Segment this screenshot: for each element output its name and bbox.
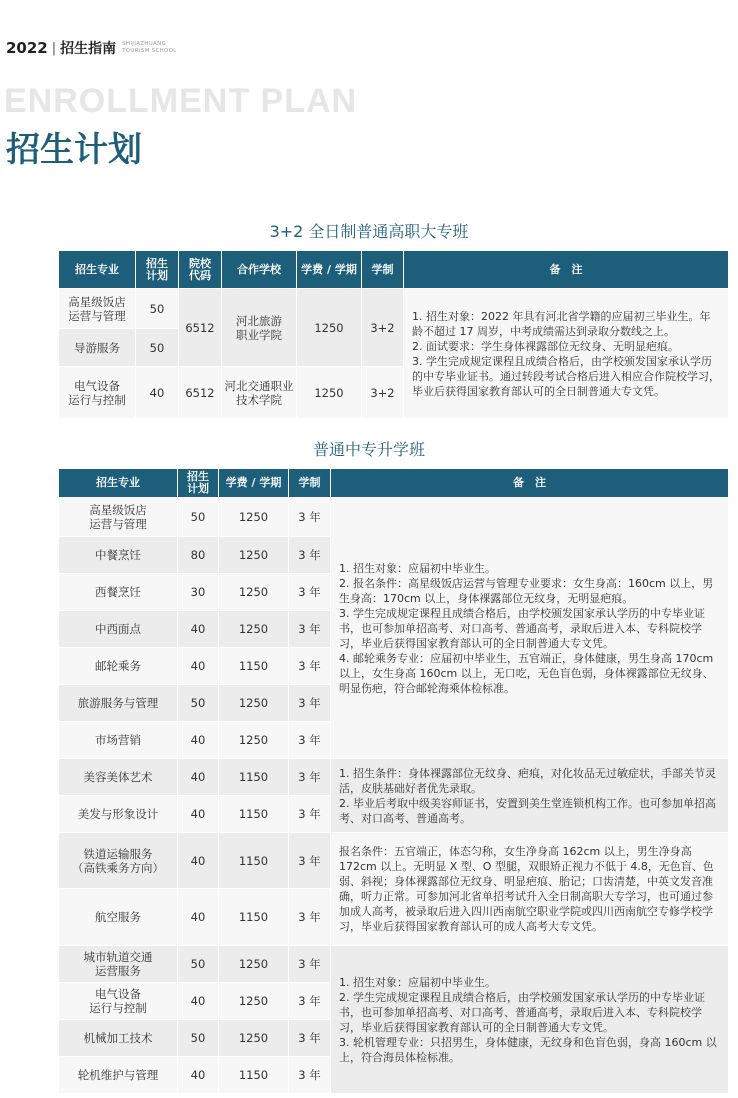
table-row (59, 759, 729, 796)
col-header: 备 注 (331, 469, 729, 498)
remarks-cell: 1. 招生对象：应届初中毕业生。 2. 报名条件：高星级饭店运营与管理专业要求：女生身高：160cm 以上，男生身高：170cm 以上，身体裸露部位无纹身，无明显疤痕。 3. 学生完成规定课程且成绩合格后，由学校颁发国家承认学历的中专毕业证书，也可参加单招高考、对口高考、普通高考，录取后进入本、专科院校学习，毕业后获得国家教育部认可的全日制普通大专文凭。 4. 邮轮乘务专业：应届初中毕业生，五官端正，身体健康，男生身高 170cm 以上，女生身高 160cm 以上，无口吃，无色盲色弱，身体裸露部位无纹身、明显伤疤，符合邮轮海乘体检标准。 (331, 498, 729, 759)
col-header: 学费 / 学期 (219, 469, 289, 498)
section1-title: 3+2 全日制普通高职大专班 (269, 222, 469, 241)
section1-table (58, 250, 729, 419)
table-row (59, 833, 729, 889)
major-cell: 电气设备 运行与控制 (59, 367, 136, 419)
major-cell: 机械加工技术 (59, 1020, 178, 1057)
header-title: 招生指南 (60, 41, 117, 57)
major-cell: 邮轮乘务 (59, 648, 178, 685)
fee-cell: 1250 (219, 983, 289, 1020)
years-cell: 3 年 (289, 889, 331, 946)
plan-cell: 50 (178, 1020, 219, 1057)
fee-cell: 1250 (219, 722, 289, 759)
fee-cell: 1250 (297, 367, 362, 419)
years-cell: 3 年 (289, 1020, 331, 1057)
plan-cell: 40 (178, 796, 219, 833)
major-cell: 中餐烹饪 (59, 537, 178, 574)
plan-cell: 40 (178, 889, 219, 946)
col-header: 备 注 (404, 251, 729, 289)
fee-cell: 1250 (219, 574, 289, 611)
major-cell: 航空服务 (59, 889, 178, 946)
plan-cell: 40 (178, 648, 219, 685)
section2-header-row (59, 469, 729, 498)
fee-cell: 1250 (219, 498, 289, 537)
major-cell: 旅游服务与管理 (59, 685, 178, 722)
major-cell: 城市轨道交通 运营服务 (59, 946, 178, 983)
heading-chinese: 招生计划 (6, 130, 142, 170)
col-header: 学制 (362, 251, 404, 289)
years-cell: 3 年 (289, 611, 331, 648)
major-cell: 高星级饭店 运营与管理 (59, 289, 136, 329)
table-row (59, 946, 729, 983)
years-cell: 3 年 (289, 498, 331, 537)
plan-cell: 40 (178, 833, 219, 889)
fee-cell: 1250 (219, 611, 289, 648)
major-cell: 电气设备 运行与控制 (59, 983, 178, 1020)
years-cell: 3 年 (289, 759, 331, 796)
fee-cell: 1250 (219, 537, 289, 574)
plan-cell: 50 (136, 289, 179, 329)
header-school-en-line2: TOURISM SCHOOL (122, 48, 177, 54)
section2-title: 普通中专升学班 (312, 440, 425, 459)
col-header: 招生专业 (59, 469, 178, 498)
plan-cell: 40 (178, 611, 219, 648)
fee-cell: 1150 (219, 759, 289, 796)
years-cell: 3+2 (362, 367, 404, 419)
plan-cell: 30 (178, 574, 219, 611)
major-cell: 美容美体艺术 (59, 759, 178, 796)
years-cell: 3+2 (362, 289, 404, 367)
plan-cell: 40 (178, 1057, 219, 1094)
col-header-text: 招生 计划 (187, 470, 209, 495)
plan-cell: 40 (178, 983, 219, 1020)
page-header (6, 38, 177, 58)
years-cell: 3 年 (289, 685, 331, 722)
fee-cell: 1150 (219, 1057, 289, 1094)
major-cell: 中西面点 (59, 611, 178, 648)
header-school-english (122, 41, 177, 55)
fee-cell: 1250 (219, 946, 289, 983)
col-header (136, 251, 179, 289)
years-cell: 3 年 (289, 537, 331, 574)
header-separator: | (51, 40, 57, 56)
table-row (59, 289, 729, 329)
col-header: 合作学校 (222, 251, 297, 289)
section2-table (58, 468, 729, 1094)
remarks-cell: 1. 招生条件：身体裸露部位无纹身、疤痕，对化妆品无过敏症状，手部关节灵活，皮肤基础好者优先录取。 2. 毕业后考取中级美容师证书，安置到美生堂连锁机构工作。也可参加单招高考、对口高考、普通高考。 (331, 759, 729, 833)
major-cell: 美发与形象设计 (59, 796, 178, 833)
header-year: 2022 (6, 39, 48, 57)
major-cell: 西餐烹饪 (59, 574, 178, 611)
major-cell: 导游服务 (59, 329, 136, 367)
fee-cell: 1250 (297, 289, 362, 367)
code-cell: 6512 (179, 367, 222, 419)
section1-header-row (59, 251, 729, 289)
remarks-cell: 报名条件：五官端正，体态匀称，女生净身高 162cm 以上，男生净身高 172cm 以上。无明显 X 型、O 型腿，双眼矫正视力不低于 4.8，无色盲、色弱、斜视；身体裸露部位无纹身、明显疤痕、胎记；口齿清楚，中英文发音准确，听力正常。可参加河北省单招考试升入全日制高职大专学习，也可通过参加成人高考，被录取后进入四川西南航空职业学院或四川西南航空专修学校学习，毕业后获得国家教育部认可的成人高考大专文凭。 (331, 833, 729, 946)
header-school-en-line1: SHIJIAZHUANG (122, 41, 167, 47)
fee-cell: 1150 (219, 833, 289, 889)
plan-cell: 80 (178, 537, 219, 574)
plan-cell: 40 (178, 722, 219, 759)
years-cell: 3 年 (289, 722, 331, 759)
col-header: 学费 / 学期 (297, 251, 362, 289)
col-header (179, 251, 222, 289)
col-header-text: 招生 计划 (146, 256, 168, 282)
years-cell: 3 年 (289, 1057, 331, 1094)
fee-cell: 1250 (219, 685, 289, 722)
major-cell: 轮机维护与管理 (59, 1057, 178, 1094)
plan-cell: 50 (178, 946, 219, 983)
plan-cell: 50 (136, 329, 179, 367)
years-cell: 3 年 (289, 983, 331, 1020)
col-header: 招生专业 (59, 251, 136, 289)
plan-cell: 40 (178, 759, 219, 796)
table-row (59, 498, 729, 537)
plan-cell: 50 (178, 498, 219, 537)
major-cell: 市场营销 (59, 722, 178, 759)
major-cell: 铁道运输服务 （高铁乘务方向） (59, 833, 178, 889)
plan-cell: 50 (178, 685, 219, 722)
col-header-text: 院校 代码 (189, 256, 211, 282)
school-cell: 河北旅游 职业学院 (222, 289, 297, 367)
remarks-cell: 1. 招生对象：应届初中毕业生。 2. 学生完成规定课程且成绩合格后，由学校颁发国家承认学历的中专毕业证书，也可参加单招高考、对口高考、普通高考，录取后进入本、专科院校学习，毕业后获得国家教育部认可的全日制普通大专文凭。 3. 轮机管理专业：只招男生，身体健康，无纹身和色盲色弱，身高 160cm 以上，符合海员体检标准。 (331, 946, 729, 1094)
years-cell: 3 年 (289, 796, 331, 833)
fee-cell: 1150 (219, 889, 289, 946)
school-cell: 河北交通职业 技术学院 (222, 367, 297, 419)
years-cell: 3 年 (289, 648, 331, 685)
fee-cell: 1150 (219, 648, 289, 685)
years-cell: 3 年 (289, 946, 331, 983)
major-cell: 高星级饭店 运营与管理 (59, 498, 178, 537)
fee-cell: 1250 (219, 1020, 289, 1057)
years-cell: 3 年 (289, 574, 331, 611)
fee-cell: 1150 (219, 796, 289, 833)
heading-english: ENROLLMENT PLAN (4, 82, 358, 120)
remarks-cell: 1. 招生对象：2022 年具有河北省学籍的应届初三毕业生。年龄不超过 17 周岁，中考成绩需达到录取分数线之上。 2. 面试要求：学生身体裸露部位无纹身、无明显疤痕。 3. 学生完成规定课程且成绩合格后，由学校颁发国家承认学历的中专毕业证书。通过转段考试合格后进入相应合作院校学习，毕业后获得国家教育部认可的全日制普通大专文凭。 (404, 289, 729, 419)
code-cell: 6512 (179, 289, 222, 367)
col-header: 学制 (289, 469, 331, 498)
col-header (178, 469, 219, 498)
years-cell: 3 年 (289, 833, 331, 889)
plan-cell: 40 (136, 367, 179, 419)
